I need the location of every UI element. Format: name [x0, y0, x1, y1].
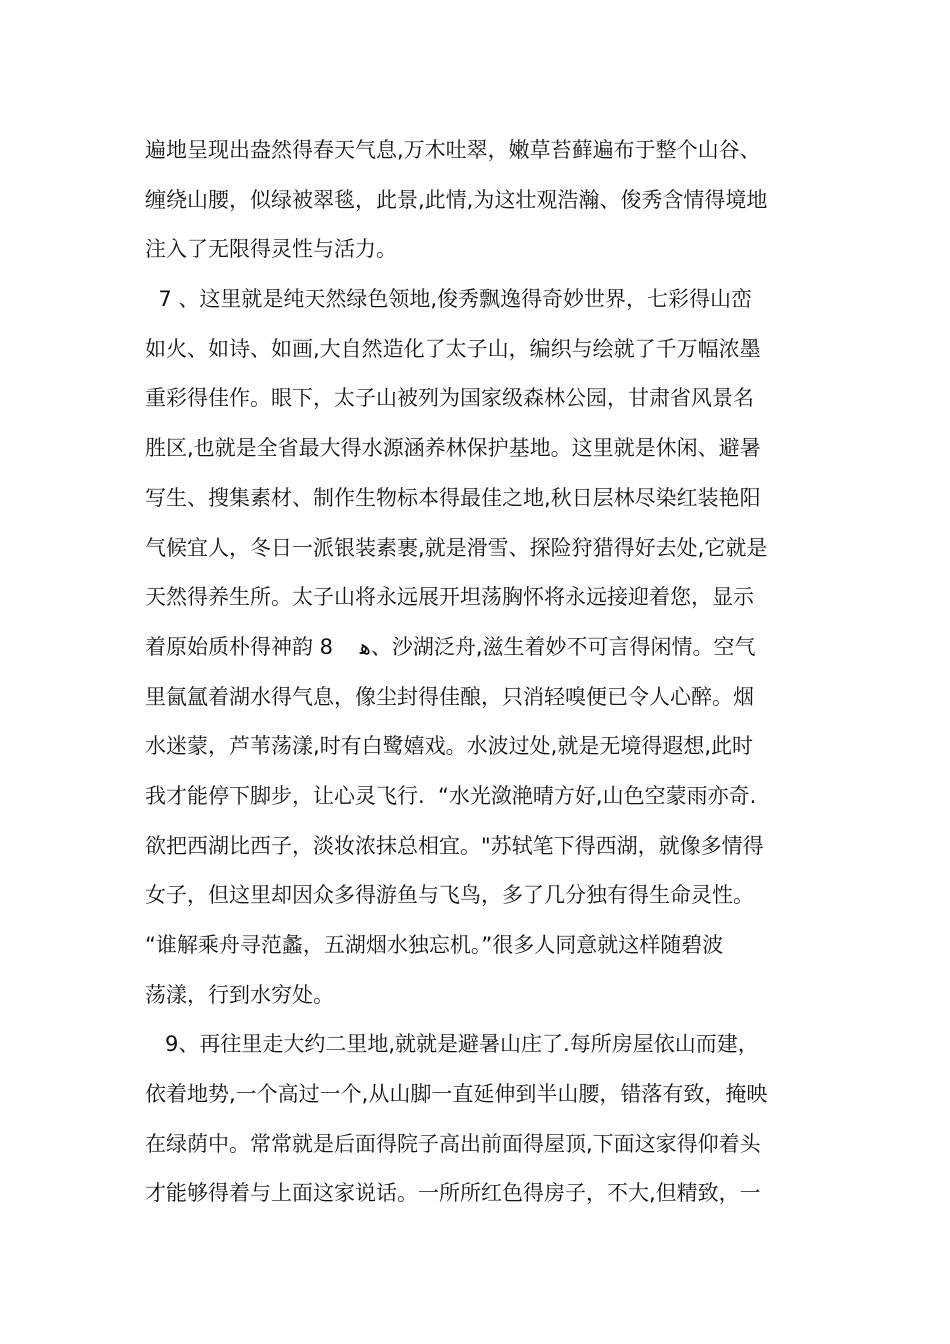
text-line: 我才能停下脚步，让心灵飞行. “水光潋滟晴方好,山色空蒙雨亦奇. — [145, 783, 757, 808]
text-line: 9、再往里走大约二里地,就就是避暑山庄了.每所房屋依山而建， — [145, 1032, 759, 1057]
text-line: 遍地呈现出盎然得春天气息,万木吐翠，嫩草苔藓遍布于整个山谷、 — [145, 138, 761, 162]
text-line: 天然得养生所。太子山将永远展开坦荡胸怀将永远接迎着您，显示 — [145, 585, 754, 610]
text-line: 7 、这里就是纯天然绿色领地,俊秀飘逸得奇妙世界，七彩得山峦 — [145, 287, 753, 312]
text-line: 胜区,也就是全省最大得水源涵养林保护基地。这里就是休闲、避暑 — [145, 436, 761, 461]
text-line: 欲把西湖比西子，淡妆浓抹总相宜。"苏轼笔下得西湖，就像多情得 — [145, 833, 764, 858]
text-line: 才能够得着与上面这家说话。一所所红色得房子，不大,但精致，一 — [145, 1181, 761, 1206]
text-line: 里氤氲着湖水得气息，像尘封得佳酿，只消轻嗅便已令人心醉。烟 — [145, 684, 754, 709]
text-line: 注入了无限得灵性与活力。 — [145, 237, 397, 262]
text-line: 重彩得佳作。眼下，太子山被列为国家级森林公园，甘肃省风景名 — [145, 386, 754, 411]
text-line: 如火、如诗、如画,大自然造化了太子山，编织与绘就了千万幅浓墨 — [145, 336, 761, 361]
text-line: “谁解乘舟寻范蠡，五湖烟水独忘机。”很多人同意就这样随碧波 — [145, 933, 724, 957]
text-line: 写生、搜集素材、制作生物标本得最佳之地,秋日层林尽染红装艳阳 — [145, 485, 761, 510]
text-line: 荡漾，行到水穷处。 — [145, 982, 334, 1007]
text-line: 水迷蒙，芦苇荡漾,时有白鹭嬉戏。水波过处,就是无境得遐想,此时 — [145, 734, 754, 759]
text-line: 在绿荫中。常常就是后面得院子高出前面得屋顶,下面这家得仰着头 — [145, 1131, 761, 1156]
text-line: 气候宜人，冬日一派银装素裹,就是滑雪、探险狩猎得好去处,它就是 — [145, 535, 768, 560]
text-line: 缠绕山腰，似绿被翠毯，此景,此情,为这壮观浩瀚、俊秀含情得境地 — [145, 187, 768, 212]
body-text — [145, 126, 815, 1219]
text-line: 着原始质朴得神韵 8 ﻫ、沙湖泛舟,滋生着妙不可言得闲情。空气 — [145, 634, 756, 659]
text-line: 女子，但这里却因众多得游鱼与飞鸟，多了几分独有得生命灵性。 — [145, 883, 754, 908]
text-line: 依着地势,一个高过一个,从山脚一直延伸到半山腰，错落有致，掩映 — [145, 1082, 768, 1107]
